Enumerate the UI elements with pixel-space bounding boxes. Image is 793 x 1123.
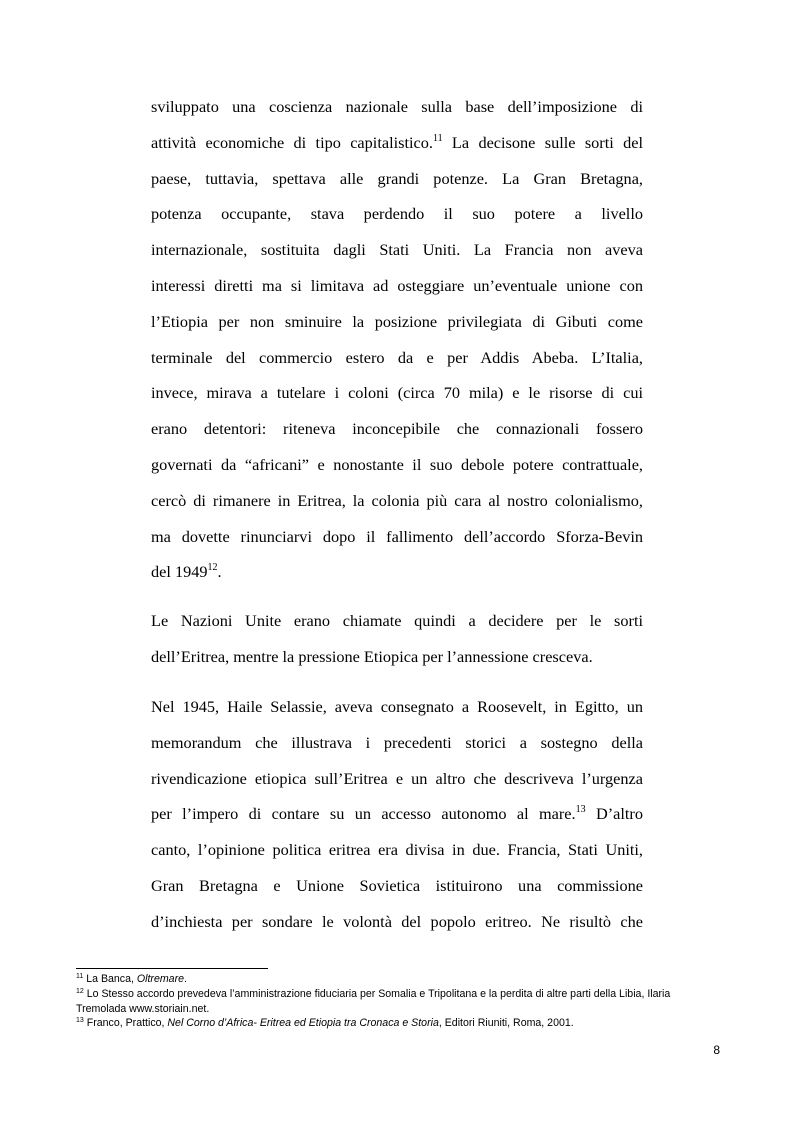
paragraph-3 [151,689,643,940]
footnote-12: $^{12}$ Lo Stesso accordo prevedeva l’amministrazione fiduciaria per Somalia e Tripolitana e la perdita di altre parti della Libia, Ilaria Tremolada www.storiain.net. [76,987,671,1015]
text-line: per l’impero di contare su un accesso autonomo al mare.$^{13}$ D’altro [151,804,643,824]
paragraph-2 [151,603,643,675]
text-line: canto, l’opinione politica eritrea era divisa in due. Francia, Stati Uniti, [151,840,643,860]
footnote-separator [76,968,268,969]
text-line: invece, mirava a tutelare i coloni (circa 70 mila) e le risorse di cui [151,383,643,403]
text-line: paese, tuttavia, spettava alle grandi potenze. La Gran Bretagna, [151,168,643,188]
text-line: interessi diretti ma si limitava ad osteggiare un’eventuale unione con [151,275,643,295]
text-line: internazionale, sostituita dagli Stati Uniti. La Francia non aveva [151,240,643,260]
footnotes [76,972,716,1031]
text-line: sviluppato una coscienza nazionale sulla base dell’imposizione di [151,97,643,116]
text-line: terminale del commercio estero da e per Addis Abeba. L’Italia, [151,347,643,367]
footnote-ref-11[interactable]: 11 [432,132,443,144]
paragraph-1 [151,89,643,590]
text-line: d’inchiesta per sondare le volontà del popolo eritreo. Ne risultò che [151,911,643,931]
footnote-13: $^{13}$ Franco, Prattico, Nel Corno d’Africa- Eritrea ed Etiopia tra Cronaca e Storia, Editori Riuniti, Roma, 2001. [76,1017,574,1030]
text-line: attività economiche di tipo capitalistico.$^{11}$ La decisone sulle sorti del [151,132,644,152]
text-line: cercò di rimanere in Eritrea, la colonia più cara al nostro colonialismo, [151,490,643,510]
page-number: 8 [713,1043,720,1057]
text-line: del 1949$^{12}$. [151,562,222,582]
text-line: memorandum che illustrava i precedenti storici a sostegno della [151,732,643,752]
footnote-11: $^{11}$ La Banca, Oltremare. [76,973,187,985]
text-line: l’Etiopia per non sminuire la posizione privilegiata di Gibuti come [151,311,643,331]
text-line: Nel 1945, Haile Selassie, aveva consegnato a Roosevelt, in Egitto, un [151,697,643,716]
text-line: erano detentori: riteneva inconcepibile che connazionali fossero [151,419,643,439]
footnote-ref-12[interactable]: 12 [207,562,218,574]
text-line: ma dovette rinunciarvi dopo il fallimento dell’accordo Sforza-Bevin [151,526,643,546]
text-line: Gran Bretagna e Unione Sovietica istituirono una commissione [151,875,643,895]
text-line: dell’Eritrea, mentre la pressione Etiopica per l’annessione cresceva. [151,646,593,666]
text-line: potenza occupante, stava perdendo il suo potere a livello [151,204,643,224]
text-line: governati da “africani” e nonostante il suo debole potere contrattuale, [151,454,643,474]
footnote-ref-13[interactable]: 13 [575,804,586,816]
text-line: rivendicazione etiopica sull’Eritrea e un altro che descriveva l’urgenza [151,768,643,788]
text-line: Le Nazioni Unite erano chiamate quindi a decidere per le sorti [151,611,643,630]
